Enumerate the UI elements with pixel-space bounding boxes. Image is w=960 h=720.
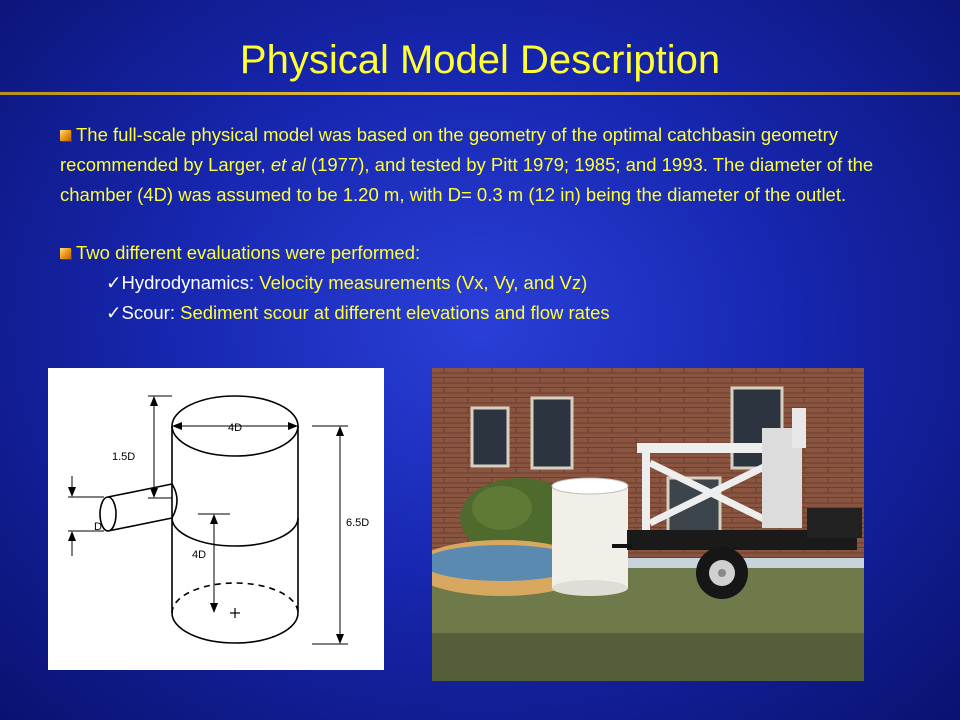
subitem-hydrodynamics-head: Hydrodynamics:	[121, 272, 255, 293]
bullet-2-text: Two different evaluations were performed:	[76, 242, 421, 263]
bullet-square-icon	[60, 248, 71, 259]
subitem-scour-head: Scour:	[121, 302, 175, 323]
title-divider	[0, 92, 960, 95]
subitem-hydrodynamics-body: Velocity measurements (Vx, Vy, and Vz)	[254, 272, 588, 293]
label-top-4d: 4D	[228, 422, 243, 434]
catchbasin-diagram	[48, 368, 384, 670]
bullet-square-icon	[60, 130, 71, 141]
label-lower-4d: 4D	[192, 549, 207, 561]
label-pipe-d: D	[94, 521, 102, 533]
slide-title: Physical Model Description	[239, 38, 721, 82]
checkmark-icon: ✓	[106, 302, 122, 323]
bullet-1-text-b: (1977), and tested by Pitt 1979; 1985; and 1993. The diameter of the chamber (4D) was assumed to be 1.20 m, with D= 0.3 m (12 in) being the diameter of the outlet.	[60, 154, 874, 205]
bullet-1-text-a: The full-scale physical model was based on the geometry of the optimal catchbasin geometry recommended by Larger,	[60, 124, 838, 175]
subitem-scour-body: Sediment scour at different elevations and flow rates	[174, 302, 610, 323]
slide-body	[60, 120, 920, 328]
label-1-5d: 1.5D	[112, 451, 136, 463]
checkmark-icon: ✓	[106, 272, 122, 293]
physical-model-photo	[432, 368, 864, 681]
bullet-2	[60, 238, 920, 268]
bullet-1-text-italic: et al	[270, 154, 306, 175]
subitem-scour	[106, 298, 920, 328]
label-6-5d: 6.5D	[346, 517, 370, 529]
bullet-1	[60, 120, 920, 210]
subitem-hydrodynamics	[106, 268, 920, 298]
